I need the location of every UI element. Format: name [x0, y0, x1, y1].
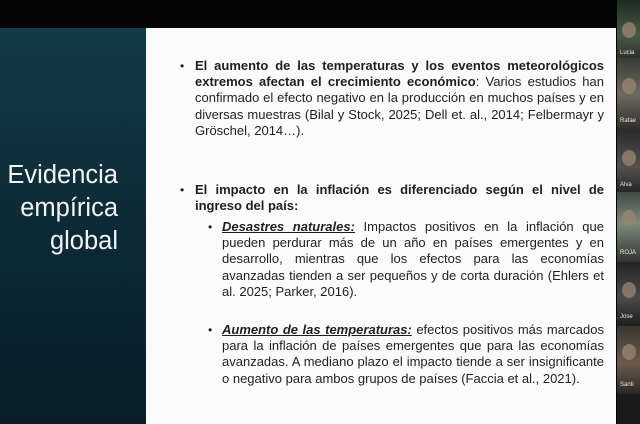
sub-bullet-desastres — [208, 219, 604, 300]
slide-title-line-3: global — [49, 227, 118, 255]
bullet-2-heading: El impacto en la inflación es diferenciado según el nivel de ingreso del país: — [195, 182, 604, 214]
bullet-1 — [180, 58, 604, 139]
sub-bullet-1-text: Impactos positivos en la inflación que pueden perdurar más de un año en países emergentes y en desarrollo, mientras que los efectos para las economías avanzadas tienden a ser pequeños y de corta duración (Ehlers et al. 2025; Parker, 2016). — [222, 219, 604, 299]
slide-title-line-2: empírica — [20, 194, 118, 222]
participant-tile[interactable] — [617, 262, 640, 326]
participant-avatar — [622, 78, 636, 94]
top-bar — [0, 0, 640, 28]
participant-name: Alva — [620, 182, 632, 188]
participant-tile[interactable] — [617, 58, 640, 130]
bullet-1-heading: El aumento de las temperaturas y los eventos meteorológicos extremos afectan el crecimiento económico — [195, 58, 604, 90]
participant-name: Santi — [620, 382, 634, 388]
participant-avatar — [622, 150, 636, 166]
sub-bullet-1-label: Desastres naturales: — [222, 219, 355, 234]
participant-name: Lucia — [620, 50, 635, 56]
participant-avatar — [622, 210, 636, 226]
participant-tile[interactable] — [617, 326, 640, 394]
participant-tile[interactable] — [617, 0, 640, 58]
slide-title — [7, 159, 118, 258]
bullet-dot: • — [180, 183, 185, 197]
slide-content — [146, 28, 616, 424]
participant-tile[interactable] — [617, 394, 640, 424]
sub-bullet-2-text: efectos positivos más marcados para la inflación de países emergentes que para las economías avanzadas. A mediano plazo el impacto tiende a ser insignificante o negativo para ambos grupos de países (Faccia et al., 2021). — [222, 322, 604, 386]
participant-avatar — [622, 344, 636, 360]
bullet-1-text: : Varios estudios han confirmado el efecto negativo en la producción en muchos países y en diversas muestras (Bilal y Stock, 2025; Dell et. al., 2014; Felbermayr y Gröschel, 2014…). — [195, 74, 604, 138]
sub-bullet-dot: • — [208, 220, 213, 234]
bullet-2 — [180, 182, 604, 214]
participant-video-strip[interactable] — [617, 0, 640, 424]
participant-avatar — [622, 282, 636, 298]
participant-name: ROJA — [620, 250, 637, 256]
participant-avatar — [622, 22, 636, 38]
participant-tile[interactable] — [617, 130, 640, 192]
bullet-dot: • — [180, 59, 185, 73]
slide-title-panel — [0, 28, 146, 424]
slide-title-line-1: Evidencia — [7, 161, 118, 189]
participant-name: Rafae — [620, 118, 637, 124]
participant-tile[interactable] — [617, 192, 640, 262]
participant-name: Jose — [620, 314, 633, 320]
sub-bullet-dot: • — [208, 323, 213, 337]
sub-bullet-2-label: Aumento de las temperaturas: — [222, 322, 412, 337]
sub-bullet-temperaturas — [208, 322, 604, 387]
